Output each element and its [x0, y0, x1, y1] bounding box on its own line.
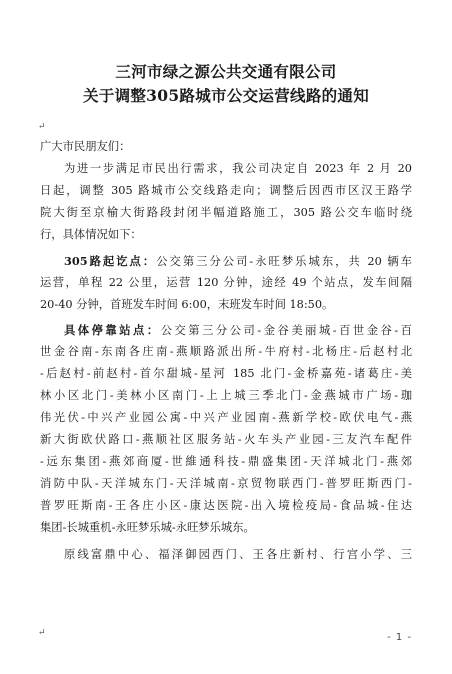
paragraph-mark-icon: ↵ — [38, 122, 46, 132]
intro-line-2: 日起，调整 305 路城市公交线路走向；调整后因西市区汉王路学 — [40, 184, 412, 197]
stops-line-5: 伟光伏-中兴产业园公寓-中兴产业园南-燕新学校-欧伏电气-燕 — [40, 411, 412, 424]
stops-line-10: 集团-长城重机-永旺梦乐城-永旺梦乐城东。 — [40, 521, 255, 534]
stops-text: 公交第三分公司-金谷美丽城-百世金谷-百 — [160, 324, 412, 337]
termini-label: 305路起讫点： — [64, 254, 157, 268]
original-route-line: 原线富鼎中心、福泽御园西门、王各庄新村、行宫小学、三 — [64, 548, 412, 561]
page-number: - 1 - — [387, 632, 412, 643]
stops-line-2: 世金谷南-东南各庄南-燕顺路派出所-牛府村-北杨庄-后赵村北 — [40, 345, 412, 358]
intro-line-3: 院大街至京榆大街路段封闭半幅道路施工，305 路公交车临时绕 — [40, 206, 412, 219]
stops-line-6: 新大街欧伏路口-燕顺社区服务站-火车头产业园-三友汽车配件 — [40, 433, 412, 446]
stops-label: 具体停靠站点： — [64, 323, 161, 337]
salutation: 广大市民朋友们： — [40, 140, 131, 153]
termini-line-3: 20-40 分钟，首班发车时间 6:00，末班发车时间 18:50。 — [40, 298, 334, 311]
stops-line-3: -后赵村-前赵村-首尔甜城-星河 185 北门-金桥嘉苑-诸葛庄-美 — [40, 367, 412, 380]
stops-line-8: 消防中队-天洋城东门-天洋城南-京贸物联西门-普罗旺斯西门- — [40, 477, 412, 490]
termini-line-1 — [64, 254, 412, 269]
intro-line-1: 为进一步满足市民出行需求，我公司决定自 2023 年 2 月 20 — [64, 162, 412, 175]
document-title-line-2: 关于调整305路城市公交运营线路的通知 — [82, 86, 370, 105]
stops-line-4: 林小区北门-美林小区南门-上上城三季北门-金燕城市广场-珈 — [40, 389, 412, 402]
stops-line-7: -远东集团-燕郊商厦-世維通科技-鼎盛集团-天洋城北门-燕郊 — [40, 455, 412, 468]
paragraph-mark-icon: ↵ — [38, 628, 46, 638]
document-title-line-1: 三河市绿之源公共交通有限公司 — [115, 62, 337, 81]
stops-line-1 — [64, 323, 412, 338]
stops-line-9: 普罗旺斯南-王各庄小区-康达医院-出入境检疫局-食品城-住达 — [40, 499, 412, 512]
termini-text: 公交第三分公司-永旺梦乐城东，共 20 辆车 — [156, 255, 412, 268]
termini-line-2: 运营，单程 22 公里，运营 120 分钟，途经 49 个站点，发车间隔 — [40, 276, 412, 289]
intro-line-4: 行，具体情况如下： — [40, 228, 142, 241]
